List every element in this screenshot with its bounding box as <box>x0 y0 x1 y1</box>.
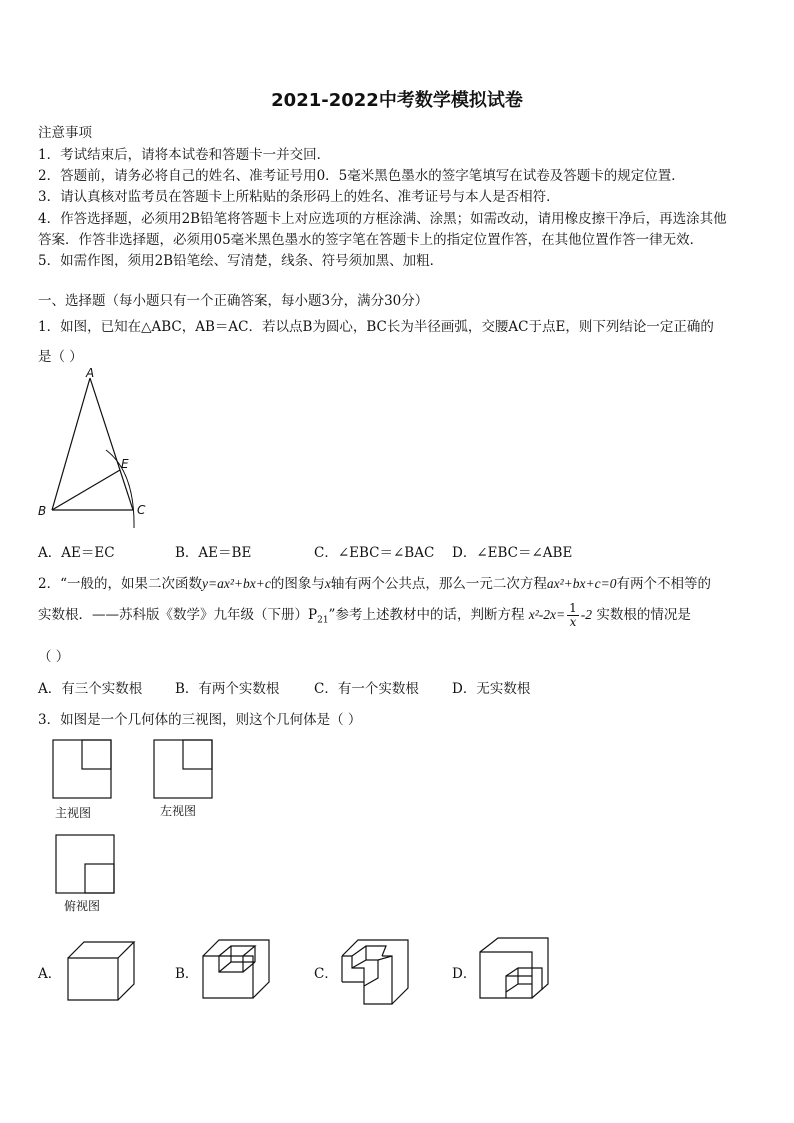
q2-source-page: 21 <box>317 615 329 626</box>
q3-option-d-notched-cube-icon[interactable] <box>478 936 550 1000</box>
q2-bracket: （ ） <box>38 649 70 665</box>
q2-formula-function: y=ax²+bx+c <box>202 576 271 591</box>
q3-option-c-notched-cube-icon[interactable] <box>340 938 410 1008</box>
q3-side-view-label: 左视图 <box>160 804 197 818</box>
q3-front-view-label: 主视图 <box>55 806 92 820</box>
q3-top-view <box>55 834 117 896</box>
q1-label-a: A <box>86 366 95 380</box>
q2-option-c[interactable]: C．有一个实数根 <box>314 681 419 697</box>
q3-option-a[interactable]: A． <box>38 966 62 982</box>
q1-label-e: E <box>121 457 129 471</box>
q2-fraction-numerator: 1 <box>569 601 577 615</box>
q3-text: 3．如图是一个几何体的三视图，则这个几何体是（ ） <box>38 712 362 728</box>
q2-text <box>38 572 711 592</box>
q2-text-cont <box>38 602 691 629</box>
q2-question-end: 实数根的情况是 <box>596 607 691 623</box>
notice-item-5: 5．如需作图，须用2B铅笔绘、写清楚，线条、符号须加黑、加粗． <box>38 253 444 269</box>
q2-text-p3: 轴有两个公共点，那么一元二次方程 <box>330 576 547 592</box>
notice-item-2: 2．答题前，请务必将自己的姓名、准考证号用0．5毫米黑色墨水的签字笔填写在试卷及答题卡的规定位置． <box>38 168 685 184</box>
q2-text-p4: 有两个不相等的 <box>616 576 711 592</box>
notice-heading: 注意事项 <box>38 125 92 141</box>
q2-equation-left: x²-2x= <box>528 607 566 622</box>
q1-option-c[interactable]: C．∠EBC＝∠BAC <box>314 545 435 561</box>
q1-text: 1．如图，已知在△ABC，AB＝AC．若以点B为圆心，BC长为半径画弧，交腰AC于点E，则下列结论一定正确的 <box>38 319 714 335</box>
q3-option-c[interactable]: C． <box>314 966 338 982</box>
notice-item-4-cont: 答案．作答非选择题，必须用05毫米黑色墨水的签字笔在答题卡上的指定位置作答，在其他位置作答一律无效． <box>38 232 704 248</box>
notice-item-4: 4．作答选择题，必须用2B铅笔将答题卡上对应选项的方框涂满、涂黑；如需改动，请用橡皮擦干净后，再选涂其他 <box>38 211 727 227</box>
q2-option-a[interactable]: A．有三个实数根 <box>38 681 143 697</box>
section-heading: 一、选择题（每小题只有一个正确答案，每小题3分，满分30分） <box>38 293 429 309</box>
notice-item-3: 3．请认真核对监考员在答题卡上所粘贴的条形码上的姓名、准考证号与本人是否相符． <box>38 189 560 205</box>
q1-option-b[interactable]: B．AE＝BE <box>175 545 252 561</box>
q1-text-cont: 是（ ） <box>38 349 83 365</box>
page-title: 2021-2022中考数学模拟试卷 <box>271 90 523 111</box>
q3-side-view <box>153 739 215 801</box>
q2-equation-right: -2 <box>580 607 593 622</box>
q1-option-a[interactable]: A．AE＝EC <box>38 545 115 561</box>
q3-option-d[interactable]: D． <box>452 966 477 982</box>
q3-option-b-notched-cube-icon[interactable] <box>201 938 271 1002</box>
notice-item-1: 1．考试结束后，请将本试卷和答题卡一并交回． <box>38 147 331 163</box>
q2-source: 实数根．——苏科版《数学》九年级（下册）P <box>38 607 318 623</box>
q3-top-view-label: 俯视图 <box>64 899 101 913</box>
q2-fraction-denominator: x <box>569 615 577 629</box>
q2-formula-equation: ax²+bx+c=0 <box>546 576 617 591</box>
q2-text-p1: 2．“一般的，如果二次函数 <box>38 576 202 592</box>
q2-source-end: ”参考上述教材中的话，判断方程 <box>328 607 525 623</box>
q2-text-p2: 的图象与 <box>270 576 325 592</box>
q2-equation-fraction <box>567 602 579 629</box>
q2-option-b[interactable]: B．有两个实数根 <box>175 681 280 697</box>
q3-option-b[interactable]: B． <box>175 966 199 982</box>
q1-label-b: B <box>38 504 47 518</box>
q2-option-d[interactable]: D．无实数根 <box>452 681 531 697</box>
q2-formula-x: x <box>324 576 331 591</box>
q3-front-view <box>52 739 114 801</box>
q3-option-a-cube-icon[interactable] <box>66 940 136 1004</box>
q1-label-c: C <box>137 503 146 517</box>
q1-option-d[interactable]: D．∠EBC＝∠ABE <box>452 545 573 561</box>
